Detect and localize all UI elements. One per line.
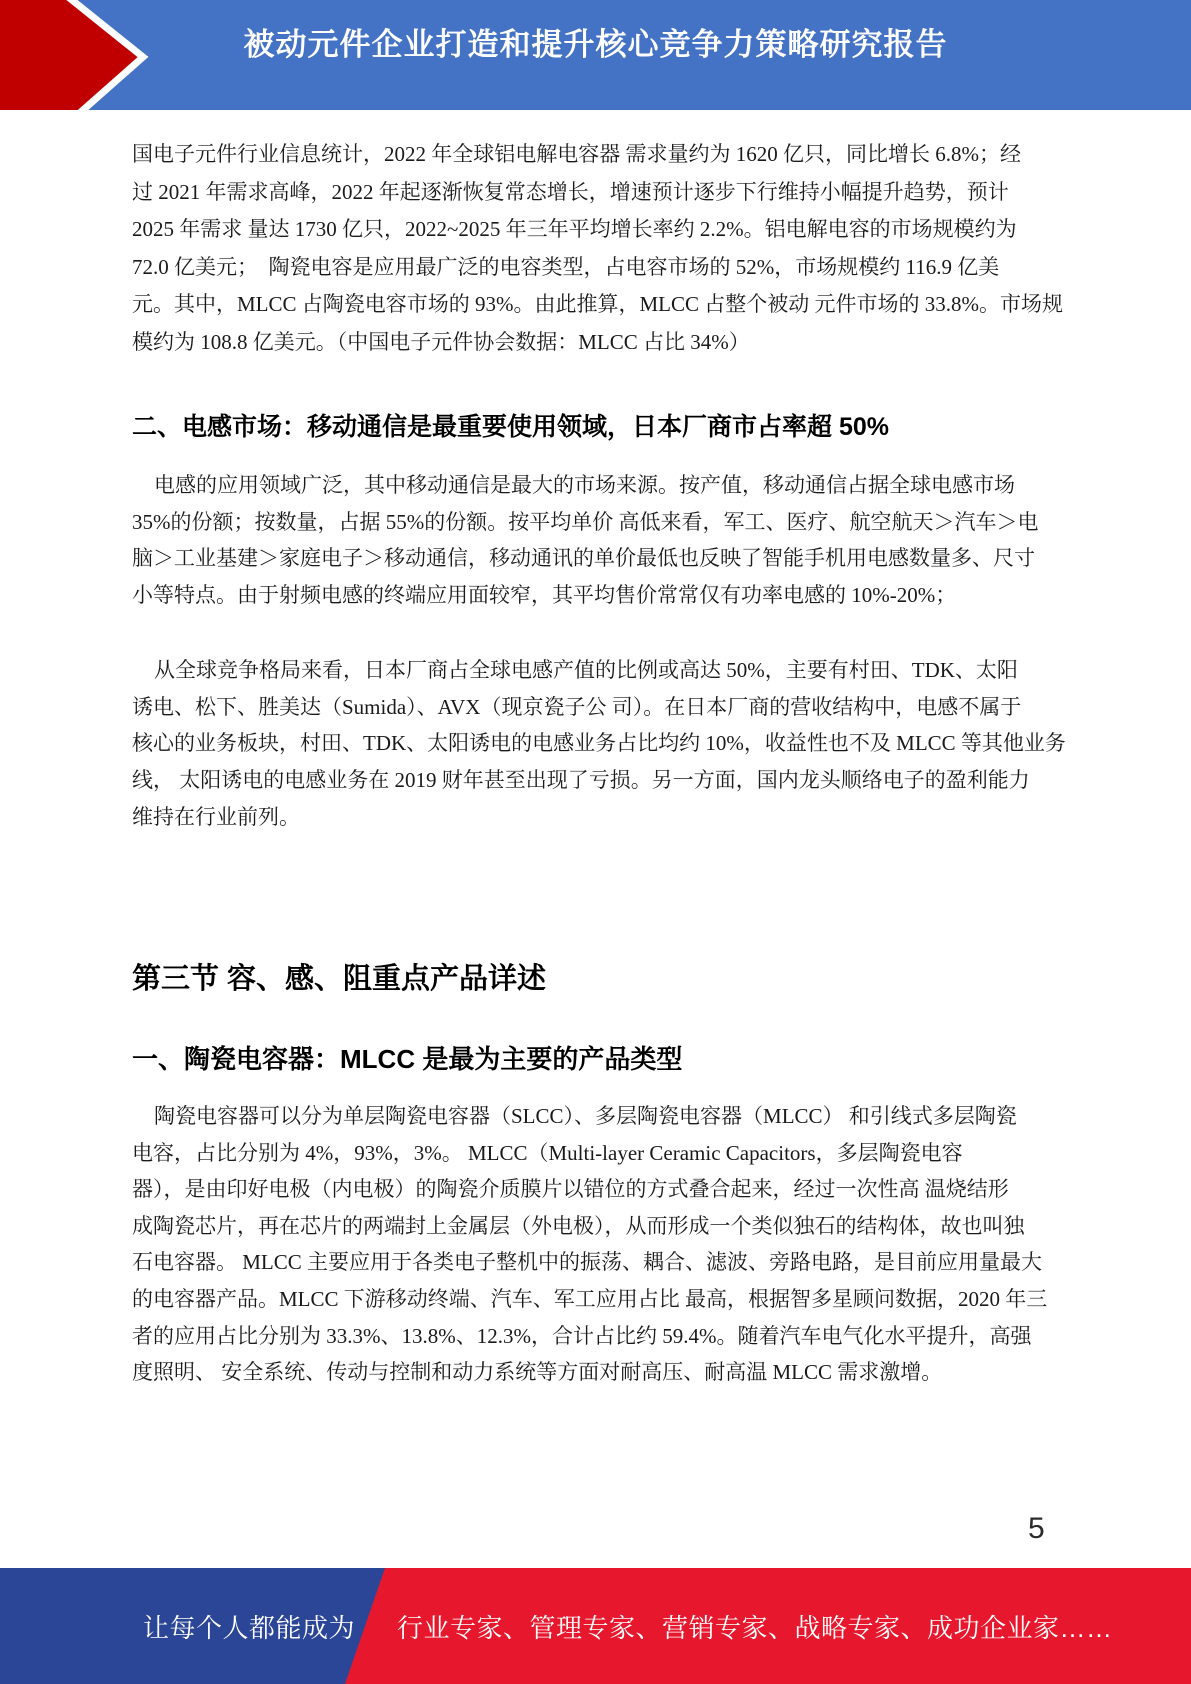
text-line: 过 2021 年需求高峰，2022 年起逐渐恢复常态增长，增速预计逐步下行维持小幅提升趋势，预计 xyxy=(132,179,1009,204)
text-line: 线， 太阳诱电的电感业务在 2019 财年甚至出现了亏损。另一方面，国内龙头顺络电子的盈利能力 xyxy=(132,768,1030,793)
header-banner xyxy=(0,0,1191,110)
text-line: 核心的业务板块，村田、TDK、太阳诱电的电感业务占比均约 10%，收益性也不及 MLCC 等其他业务 xyxy=(132,731,1066,756)
text-line: 脑＞工业基建＞家庭电子＞移动通信，移动通讯的单价最低也反映了智能手机用电感数量多、尺寸 xyxy=(132,546,1035,570)
text-line: 小等特点。由于射频电感的终端应用面较窄，其平均售价常常仅有功率电感的 10%-20%； xyxy=(132,582,957,607)
text-line: 2025 年需求 量达 1730 亿只，2022~2025 年三年平均增长率约 2.2%。铝电解电容的市场规模约为 xyxy=(132,217,1017,241)
text-line: 电感的应用领域广泛，其中移动通信是最大的市场来源。按产值，移动通信占据全球电感市场 xyxy=(154,473,1015,497)
paragraph-mlcc-detail xyxy=(132,1098,1082,1391)
text-line: 从全球竞争格局来看，日本厂商占全球电感产值的比例或高达 50%，主要有村田、TDK、太阳 xyxy=(154,658,1018,682)
text-line: 国电子元件行业信息统计，2022 年全球铝电解电容器 需求量约为 1620 亿只，同比增长 6.8%；经 xyxy=(132,142,1021,166)
report-title: 被动元件企业打造和提升核心竞争力策略研究报告 xyxy=(243,27,948,62)
paragraph-aluminum-capacitor xyxy=(132,136,1082,361)
text-line: 石电容器。 MLCC 主要应用于各类电子整机中的振荡、耦合、滤波、旁路电路，是目前应用量最大 xyxy=(132,1250,1043,1275)
footer-slogan-left: 让每个人都能成为 xyxy=(143,1612,356,1643)
section-heading-key-products: 第三节 容、感、阻重点产品详述 xyxy=(132,963,547,996)
footer-banner xyxy=(0,1568,1191,1684)
text-line: 35%的份额；按数量，占据 55%的份额。按平均单价 高低来看，军工、医疗、航空航天＞汽车＞电 xyxy=(132,509,1039,534)
footer-slogan-right: 行业专家、管理专家、营销专家、战略专家、成功企业家…… xyxy=(397,1612,1113,1643)
text-line: 元。其中，MLCC 占陶瓷电容市场的 93%。由此推算，MLCC 占整个被动 元件市场的 33.8%。市场规 xyxy=(132,292,1064,316)
page-number: 5 xyxy=(1028,1512,1045,1545)
text-line: 度照明、 安全系统、传动与控制和动力系统等方面对耐高压、耐高温 MLCC 需求激增。 xyxy=(132,1360,943,1385)
text-line: 72.0 亿美元； 陶瓷电容是应用最广泛的电容类型，占电容市场的 52%，市场规模约 116.9 亿美 xyxy=(132,254,1000,279)
paragraph-inductor-applications xyxy=(132,467,1082,613)
paragraph-global-competition xyxy=(132,652,1082,836)
text-line: 模约为 108.8 亿美元。（中国电子元件协会数据：MLCC 占比 34%） xyxy=(132,329,750,354)
subsection-heading-ceramic-capacitor: 一、陶瓷电容器：MLCC 是最为主要的产品类型 xyxy=(132,1043,683,1074)
text-line: 器），是由印好电极（内电极）的陶瓷介质膜片以错位的方式叠合起来，经过一次性高 温烧结形 xyxy=(132,1177,1009,1202)
text-line: 成陶瓷芯片，再在芯片的两端封上金属层（外电极），从而形成一个类似独石的结构体，故也叫独 xyxy=(132,1213,1025,1238)
text-line: 电容，占比分别为 4%，93%，3%。 MLCC（Multi-layer Ceramic Capacitors，多层陶瓷电容 xyxy=(132,1140,963,1165)
text-line: 维持在行业前列。 xyxy=(132,804,300,829)
text-line: 陶瓷电容器可以分为单层陶瓷电容器（SLCC）、多层陶瓷电容器（MLCC） 和引线式多层陶瓷 xyxy=(154,1104,1017,1128)
text-line: 诱电、松下、胜美达（Sumida）、AVX（现京瓷子公 司）。在日本厂商的营收结构中，电感不属于 xyxy=(132,694,1022,719)
section-heading-inductor-market: 二、电感市场：移动通信是最重要使用领域，日本厂商市占率超 50% xyxy=(132,412,889,441)
text-line: 的电容器产品。MLCC 下游移动终端、汽车、军工应用占比 最高，根据智多星顾问数据，2020 年三 xyxy=(132,1286,1048,1311)
text-line: 者的应用占比分别为 33.3%、13.8%、12.3%，合计占比约 59.4%。随着汽车电气化水平提升，高强 xyxy=(132,1323,1032,1348)
